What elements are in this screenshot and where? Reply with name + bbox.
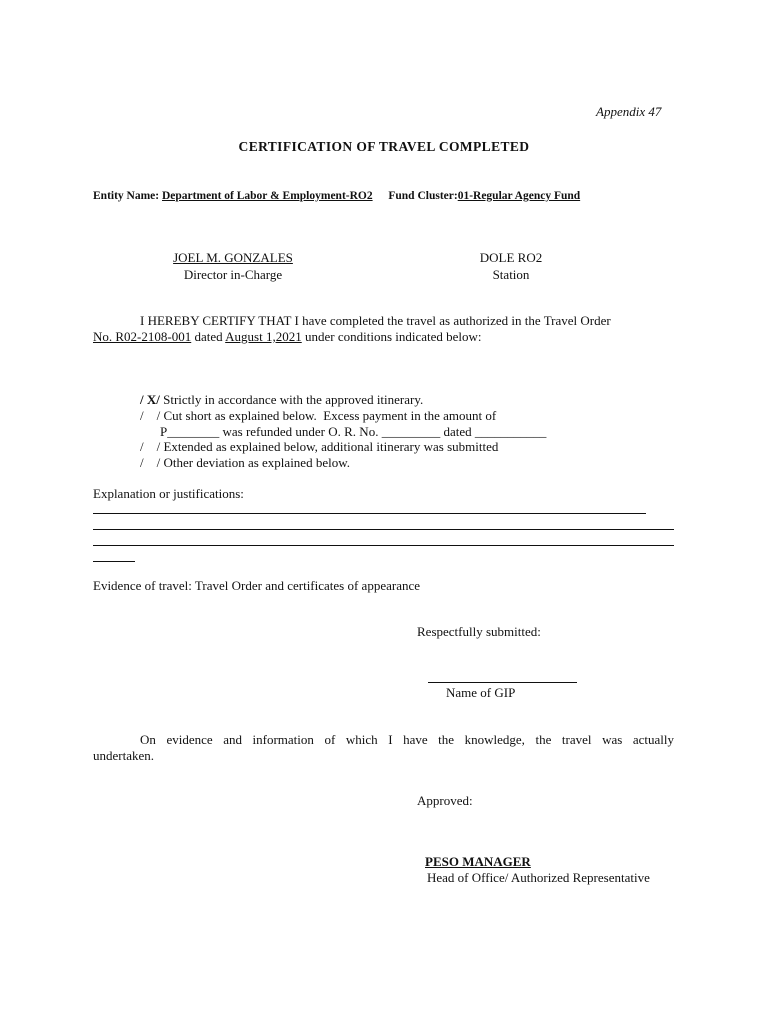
- explanation-line-3: [93, 545, 674, 546]
- conditions-intro: under conditions indicated below:: [304, 329, 482, 344]
- condition-2-text: Cut short as explained below. Excess payment in the amount of: [163, 408, 497, 423]
- travel-order-number: No. R02-2108-001: [93, 329, 192, 344]
- condition-4-text: Other deviation as explained below.: [163, 455, 350, 470]
- certify-line-2: [93, 329, 482, 345]
- official-position: Director in-Charge: [183, 267, 283, 282]
- undertaken-line-2: undertaken.: [93, 748, 155, 763]
- travel-order-date: August 1,2021: [225, 329, 302, 344]
- condition-3-text: Extended as explained below, additional itinerary was submitted: [163, 439, 499, 454]
- appendix-label: Appendix 47: [596, 104, 662, 119]
- condition-2-refund: P________ was refunded under O. R. No. _________ dated ___________: [160, 424, 547, 439]
- condition-3-mark: / /: [140, 439, 161, 454]
- explanation-line-4: [93, 561, 135, 562]
- dated-word: dated: [194, 329, 223, 344]
- condition-1: [140, 392, 423, 408]
- gip-name-label: Name of GIP: [446, 685, 516, 700]
- explanation-line-2: [93, 529, 674, 530]
- head-of-office-title: Head of Office/ Authorized Representative: [427, 870, 650, 885]
- document-title: CERTIFICATION OF TRAVEL COMPLETED: [238, 139, 530, 154]
- undertaken-line-1: On evidence and information of which I have the knowledge, the travel was actually: [140, 732, 674, 747]
- condition-2: [140, 408, 496, 424]
- evidence-of-travel: Evidence of travel: Travel Order and certificates of appearance: [93, 578, 421, 593]
- certify-line-1: I HEREBY CERTIFY THAT I have completed the travel as authorized in the Travel Order: [140, 313, 611, 328]
- station-value: DOLE RO2: [479, 250, 543, 265]
- peso-manager-name: PESO MANAGER: [425, 854, 531, 869]
- condition-3: [140, 439, 498, 455]
- condition-2-mark: / /: [140, 408, 161, 423]
- entity-line: [93, 188, 580, 204]
- respectfully-submitted: Respectfully submitted:: [417, 624, 541, 639]
- condition-4-mark: / /: [140, 455, 161, 470]
- entity-value: Department of Labor & Employment-RO2: [162, 190, 373, 202]
- condition-1-text: Strictly in accordance with the approved itinerary.: [163, 392, 424, 407]
- approved-label: Approved:: [417, 793, 473, 808]
- official-name: JOEL M. GONZALES: [173, 250, 293, 265]
- condition-4: [140, 455, 350, 471]
- explanation-line-1: [93, 513, 646, 514]
- condition-1-mark: / X/: [140, 392, 160, 407]
- gip-signature-line: [428, 682, 577, 683]
- fund-cluster-label: Fund Cluster:: [388, 190, 458, 202]
- entity-label: Entity Name:: [93, 190, 160, 202]
- station-label: Station: [492, 267, 530, 282]
- fund-cluster-value: 01-Regular Agency Fund: [457, 190, 581, 202]
- explanation-label: Explanation or justifications:: [93, 486, 244, 501]
